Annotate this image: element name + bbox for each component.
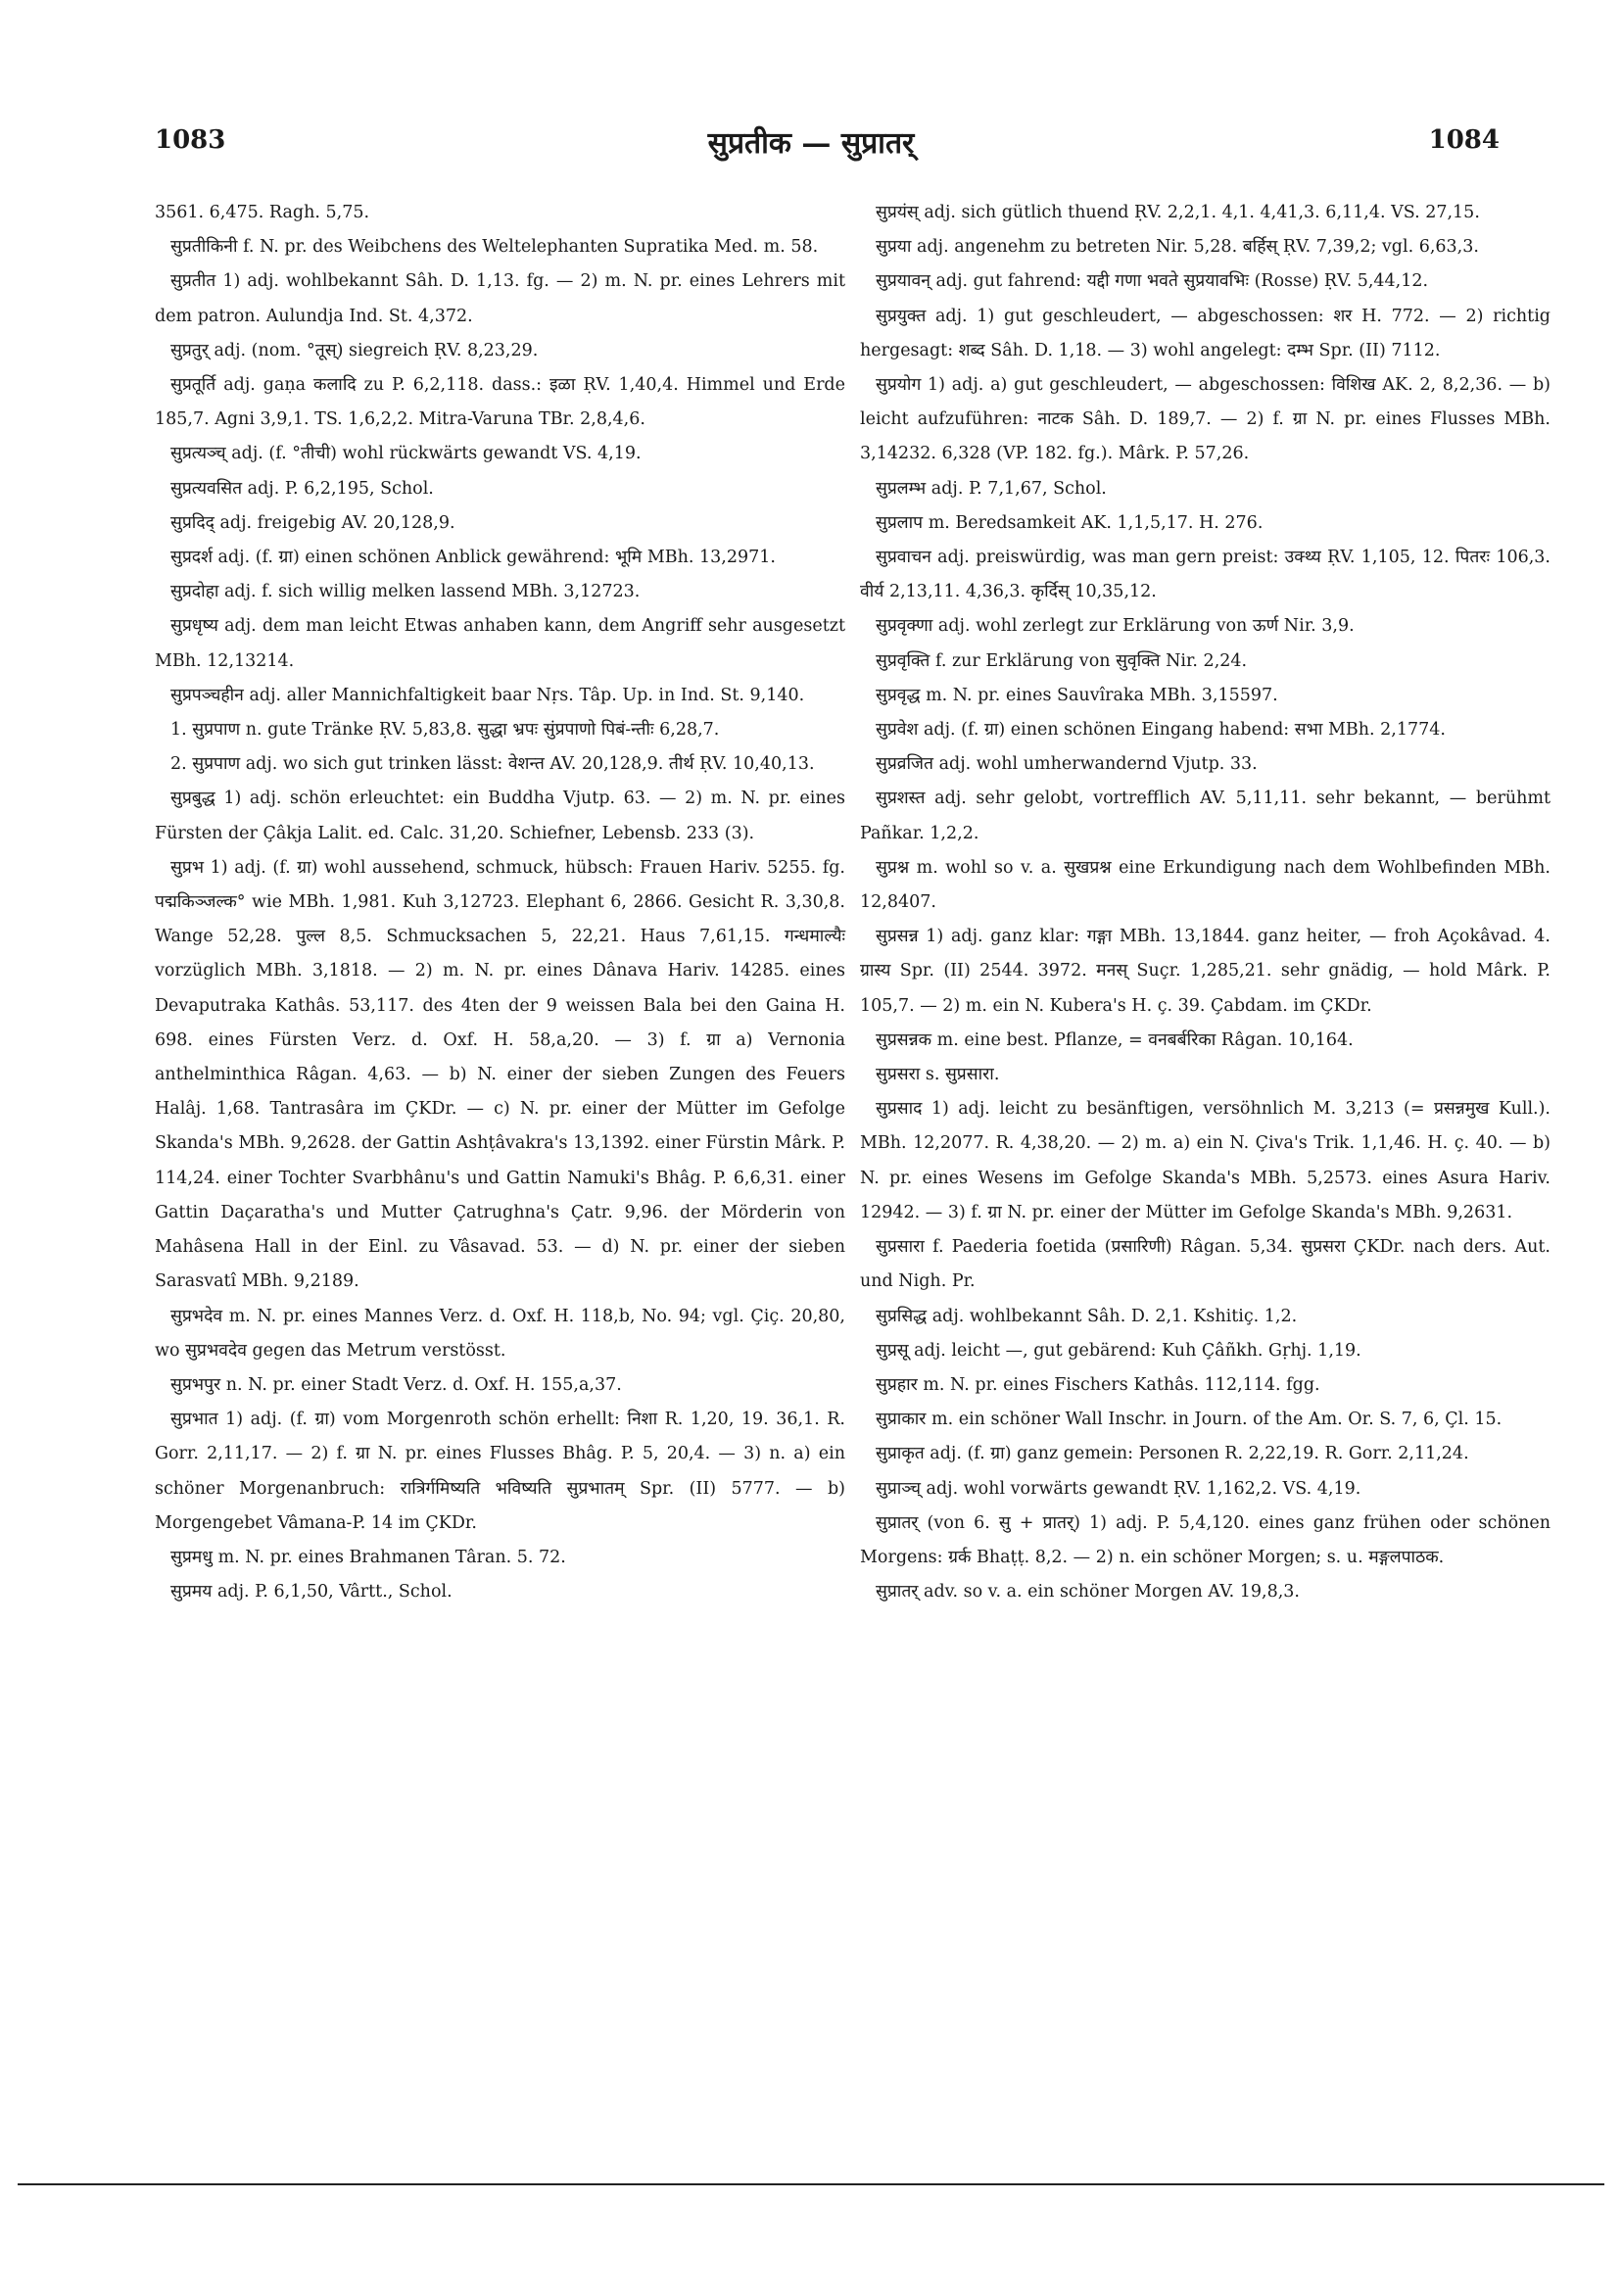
page-number-right: 1084 <box>1428 125 1500 155</box>
dictionary-entry: सुप्रतीकिनी f. N. pr. des Weibchens des Weltelephanten Supratika Med. m. 58. <box>170 237 819 258</box>
dictionary-entry: सुप्रपञ्चहीन adj. aller Mannichfaltigkeit baar Nṛs. Tâp. Up. in Ind. St. 9,140. <box>170 685 805 705</box>
dictionary-entry: सुप्रसू adj. leicht —, gut gebärend: Kuh Çâñkh. Gṛhj. 1,19. <box>876 1340 1361 1361</box>
page-number-left: 1083 <box>155 125 226 155</box>
dictionary-entry: सुप्रशस्त adj. sehr gelobt, vortrefflich AV. 5,11,11. sehr bekannt, — berühmt Pañkar. 1,2,2. <box>860 789 1550 843</box>
dictionary-entry: सुप्रतुर् adj. (nom. °तूस्) siegreich ṚV. 8,23,29. <box>170 340 539 360</box>
dictionary-entry: सुप्रातर् adv. so v. a. ein schöner Morgen AV. 19,8,3. <box>876 1582 1300 1602</box>
dictionary-entry: सुप्रयोग 1) adj. a) gut geschleudert, — abgeschossen: विशिख AK. 2, 8,2,36. — b) leicht aufzuführen: नाटक Sâh. D. 189,7. — 2) f. ग्रा N. pr. eines Flusses MBh. 3,14232. 6,328 (VP. 182. fg.). Mârk. P. 57,26. <box>860 375 1550 464</box>
dictionary-entry: सुप्रवेश adj. (f. ग्रा) einen schönen Eingang habend: सभा MBh. 2,1774. <box>876 720 1446 741</box>
dictionary-entry: सुप्रभात 1) adj. (f. ग्रा) vom Morgenroth schön erhellt: निशा R. 1,20, 19. 36,1. R. Gorr. 2,11,17. — 2) f. ग्रा N. pr. eines Flusses Bhâg. P. 5, 20,4. — 3) n. a) ein schöner Morgenanbruch: रात्रिर्गमिष्यति भविष्यति सुप्रभातम् Spr. (II) 5777. — b) Morgengebet Vâmana-P. 14 im ÇKDr. <box>155 1410 845 1533</box>
dictionary-entry: सुप्रवाचन adj. preiswürdig, was man gern preist: उक्थ्य ṚV. 1,105, 12. पितरः 106,3. वीर्य 2,13,11. 4,36,3. कृर्दिस् 10,35,12. <box>860 548 1550 602</box>
dictionary-entry: सुप्रसाद 1) adj. leicht zu besänftigen, versöhnlich M. 3,213 (= प्रसन्नमुख Kull.). MBh. 12,2077. R. 4,38,20. — 2) m. a) ein N. Çiva's Trik. 1,1,46. H. ç. 40. — b) N. pr. eines Wesens im Gefolge Skanda's MBh. 5,2573. eines Asura Hariv. 12942. — 3) f. ग्रा N. pr. einer der Mütter im Gefolge Skanda's MBh. 9,2631. <box>860 1099 1550 1222</box>
dictionary-entry: सुप्रदर्श adj. (f. ग्रा) einen schönen Anblick gewährend: भूमि MBh. 13,2971. <box>170 548 776 568</box>
dictionary-entry: सुप्राकृत adj. (f. ग्रा) ganz gemein: Personen R. 2,22,19. R. Gorr. 2,11,24. <box>876 1444 1469 1464</box>
dictionary-entry: सुप्राकार m. ein schöner Wall Inschr. in Journ. of the Am. Or. S. 7, 6, Çl. 15. <box>876 1410 1503 1430</box>
right-column <box>860 196 1550 1609</box>
dictionary-entry: 3561. 6,475. Ragh. 5,75. <box>155 203 370 222</box>
dictionary-entry: सुप्रतीत 1) adj. wohlbekannt Sâh. D. 1,13. fg. — 2) m. N. pr. eines Lehrers mit dem patron. Aulundja Ind. St. 4,372. <box>155 271 845 326</box>
dictionary-entry: सुप्रहार m. N. pr. eines Fischers Kathâs. 112,114. fgg. <box>876 1374 1320 1395</box>
dictionary-entry: 1. सुप्रपाण n. gute Tränke ṚV. 5,83,8. सुद्धा भ्रपः सुंप्रपाणो पिबं-न्तीः 6,28,7. <box>170 720 720 741</box>
dictionary-entry: सुप्रयंस् adj. sich gütlich thuend ṚV. 2,2,1. 4,1. 4,41,3. 6,11,4. VS. 27,15. <box>876 203 1480 222</box>
dictionary-entry: सुप्रसरा s. सुप्रसारा. <box>876 1065 1000 1085</box>
dictionary-entry: सुप्रतूर्ति adj. gaṇa कलादि zu P. 6,2,118. dass.: इळा ṚV. 1,40,4. Himmel und Erde 185,7. Agni 3,9,1. TS. 1,6,2,2. Mitra-Varuna TBr. 2,8,4,6. <box>155 375 845 430</box>
dictionary-entry: 2. सुप्रपाण adj. wo sich gut trinken lässt: वेशन्त AV. 20,128,9. तीर्थ ṚV. 10,40,13. <box>170 754 815 775</box>
dictionary-entry: सुप्रबुद्ध 1) adj. schön erleuchtet: ein Buddha Vjutp. 63. — 2) m. N. pr. eines Fürsten der Çâkja Lalit. ed. Calc. 31,20. Schiefner, Lebensb. 233 (3). <box>155 789 845 843</box>
dictionary-entry: सुप्रवृक्ति f. zur Erklärung von सुवृक्ति Nir. 2,24. <box>876 650 1248 671</box>
dictionary-entry: सुप्रव्रजित adj. wohl umherwandernd Vjutp. 33. <box>876 754 1258 775</box>
dictionary-entry: सुप्राञ्च् adj. wohl vorwärts gewandt ṚV. 1,162,2. VS. 4,19. <box>876 1478 1361 1499</box>
dictionary-entry: सुप्रया adj. angenehm zu betreten Nir. 5,28. बर्हिस् ṚV. 7,39,2; vgl. 6,63,3. <box>876 237 1479 258</box>
dictionary-entry: सुप्रत्यञ्च् adj. (f. °तीची) wohl rückwärts gewandt VS. 4,19. <box>170 444 642 464</box>
dictionary-entry: सुप्रातर् (von 6. सु + प्रातर्) 1) adj. P. 5,4,120. eines ganz frühen oder schönen Morgens: ग्रर्क Bhaṭṭ. 8,2. — 2) n. ein schöner Morgen; s. u. मङ्गलपाठक. <box>860 1512 1550 1567</box>
dictionary-entry: सुप्रसन्न 1) adj. ganz klar: गङ्गा MBh. 13,1844. ganz heiter, — froh Açokâvad. 4. ग्रास्य Spr. (II) 2544. 3972. मनस् Suçr. 1,285,21. sehr gnädig, — hold Mârk. P. 105,7. — 2) m. ein N. Kubera's H. ç. 39. Çabdam. im ÇKDr. <box>860 927 1550 1016</box>
dictionary-entry: सुप्रलम्भ adj. P. 7,1,67, Schol. <box>876 478 1107 499</box>
dictionary-entry: सुप्रसन्नक m. eine best. Pflanze, = वनबर्बरिका Râgan. 10,164. <box>876 1029 1354 1050</box>
dictionary-entry: सुप्रभपुर n. N. pr. einer Stadt Verz. d. Oxf. H. 155,a,37. <box>170 1374 622 1395</box>
dictionary-entry: सुप्रसारा f. Paederia foetida (प्रसारिणी) Râgan. 5,34. सुप्रसरा ÇKDr. nach ders. Aut. und Nigh. Pr. <box>860 1237 1550 1292</box>
dictionary-entry: सुप्रयुक्त adj. 1) gut geschleudert, — abgeschossen: शर H. 772. — 2) richtig hergesagt: शब्द Sâh. D. 1,18. — 3) wohl angelegt: दम्भ Spr. (II) 7112. <box>860 306 1550 360</box>
dictionary-entry: सुप्रमय adj. P. 6,1,50, Vârtt., Schol. <box>170 1582 453 1602</box>
left-column <box>155 196 845 1609</box>
dictionary-entry: सुप्रभदेव m. N. pr. eines Mannes Verz. d. Oxf. H. 118,b, No. 94; vgl. Çiç. 20,80, wo सुप्रभवदेव gegen das Metrum verstösst. <box>155 1306 845 1361</box>
dictionary-entry: सुप्रश्न m. wohl so v. a. सुखप्रश्न eine Erkundigung nach dem Wohlbefinden MBh. 12,8407. <box>860 857 1550 913</box>
dictionary-entry: सुप्रधृष्य adj. dem man leicht Etwas anhaben kann, dem Angriff sehr ausgesetzt MBh. 12,13214. <box>155 616 845 671</box>
dictionary-entry: सुप्रसिद्ध adj. wohlbekannt Sâh. D. 2,1. Kshitiç. 1,2. <box>876 1306 1298 1326</box>
dictionary-entry: सुप्रत्यवसित adj. P. 6,2,195, Schol. <box>170 478 434 499</box>
bottom-rule <box>18 2183 1604 2185</box>
running-head: सुप्रतीक — सुप्रातर् <box>707 126 915 161</box>
dictionary-entry: सुप्रवृद्ध m. N. pr. eines Sauvîraka MBh. 3,15597. <box>876 685 1278 705</box>
dictionary-entry: सुप्रलाप m. Beredsamkeit AK. 1,1,5,17. H. 276. <box>876 512 1264 533</box>
dictionary-entry: सुप्रदोहा adj. f. sich willig melken lassend MBh. 3,12723. <box>170 582 641 602</box>
dictionary-entry: सुप्रदिद् adj. freigebig AV. 20,128,9. <box>170 512 455 533</box>
dictionary-entry: सुप्रमधु m. N. pr. eines Brahmanen Târan. 5. 72. <box>170 1547 566 1567</box>
dictionary-entry: सुप्रवृक्णा adj. wohl zerlegt zur Erklärung von ऊर्ण Nir. 3,9. <box>876 616 1355 637</box>
dictionary-entry: सुप्रभ 1) adj. (f. ग्रा) wohl aussehend, schmuck, hübsch: Frauen Hariv. 5255. fg. पद्मकिञ्जल्क° wie MBh. 1,981. Kuh 3,12723. Elephant 6, 2866. Gesicht R. 3,30,8. Wange 52,28. पुल्ल 8,5. Schmucksachen 5, 22,21. Haus 7,61,15. गन्धमाल्यैः vorzüglich MBh. 3,1818. — 2) m. N. pr. eines Dânava Hariv. 14285. eines Devaputraka Kathâs. 53,117. des 4ten der 9 weissen Bala bei den Gaina H. 698. eines Fürsten Verz. d. Oxf. H. 58,a,20. — 3) f. ग्रा a) Vernonia anthelminthica Râgan. 4,63. — b) N. einer der sieben Zungen des Feuers Halâj. 1,68. Tantrasâra im ÇKDr. — c) N. pr. einer der Mütter im Gefolge Skanda's MBh. 9,2628. der Gattin Ashṭâvakra's 13,1392. einer Fürstin Mârk. P. 114,24. einer Tochter Svarbhânu's und Gattin Namuki's Bhâg. P. 6,6,31. einer Gattin Daçaratha's und Mutter Çatrughna's Çatr. 9,96. der Mörderin von Mahâsena Hall in der Einl. zu Vâsavad. 53. — d) N. pr. einer der sieben Sarasvatî MBh. 9,2189. <box>155 857 845 1292</box>
dictionary-entry: सुप्रयावन् adj. gut fahrend: यद्दी गणा भवते सुप्रयावभिः (Rosse) ṚV. 5,44,12. <box>876 271 1429 292</box>
